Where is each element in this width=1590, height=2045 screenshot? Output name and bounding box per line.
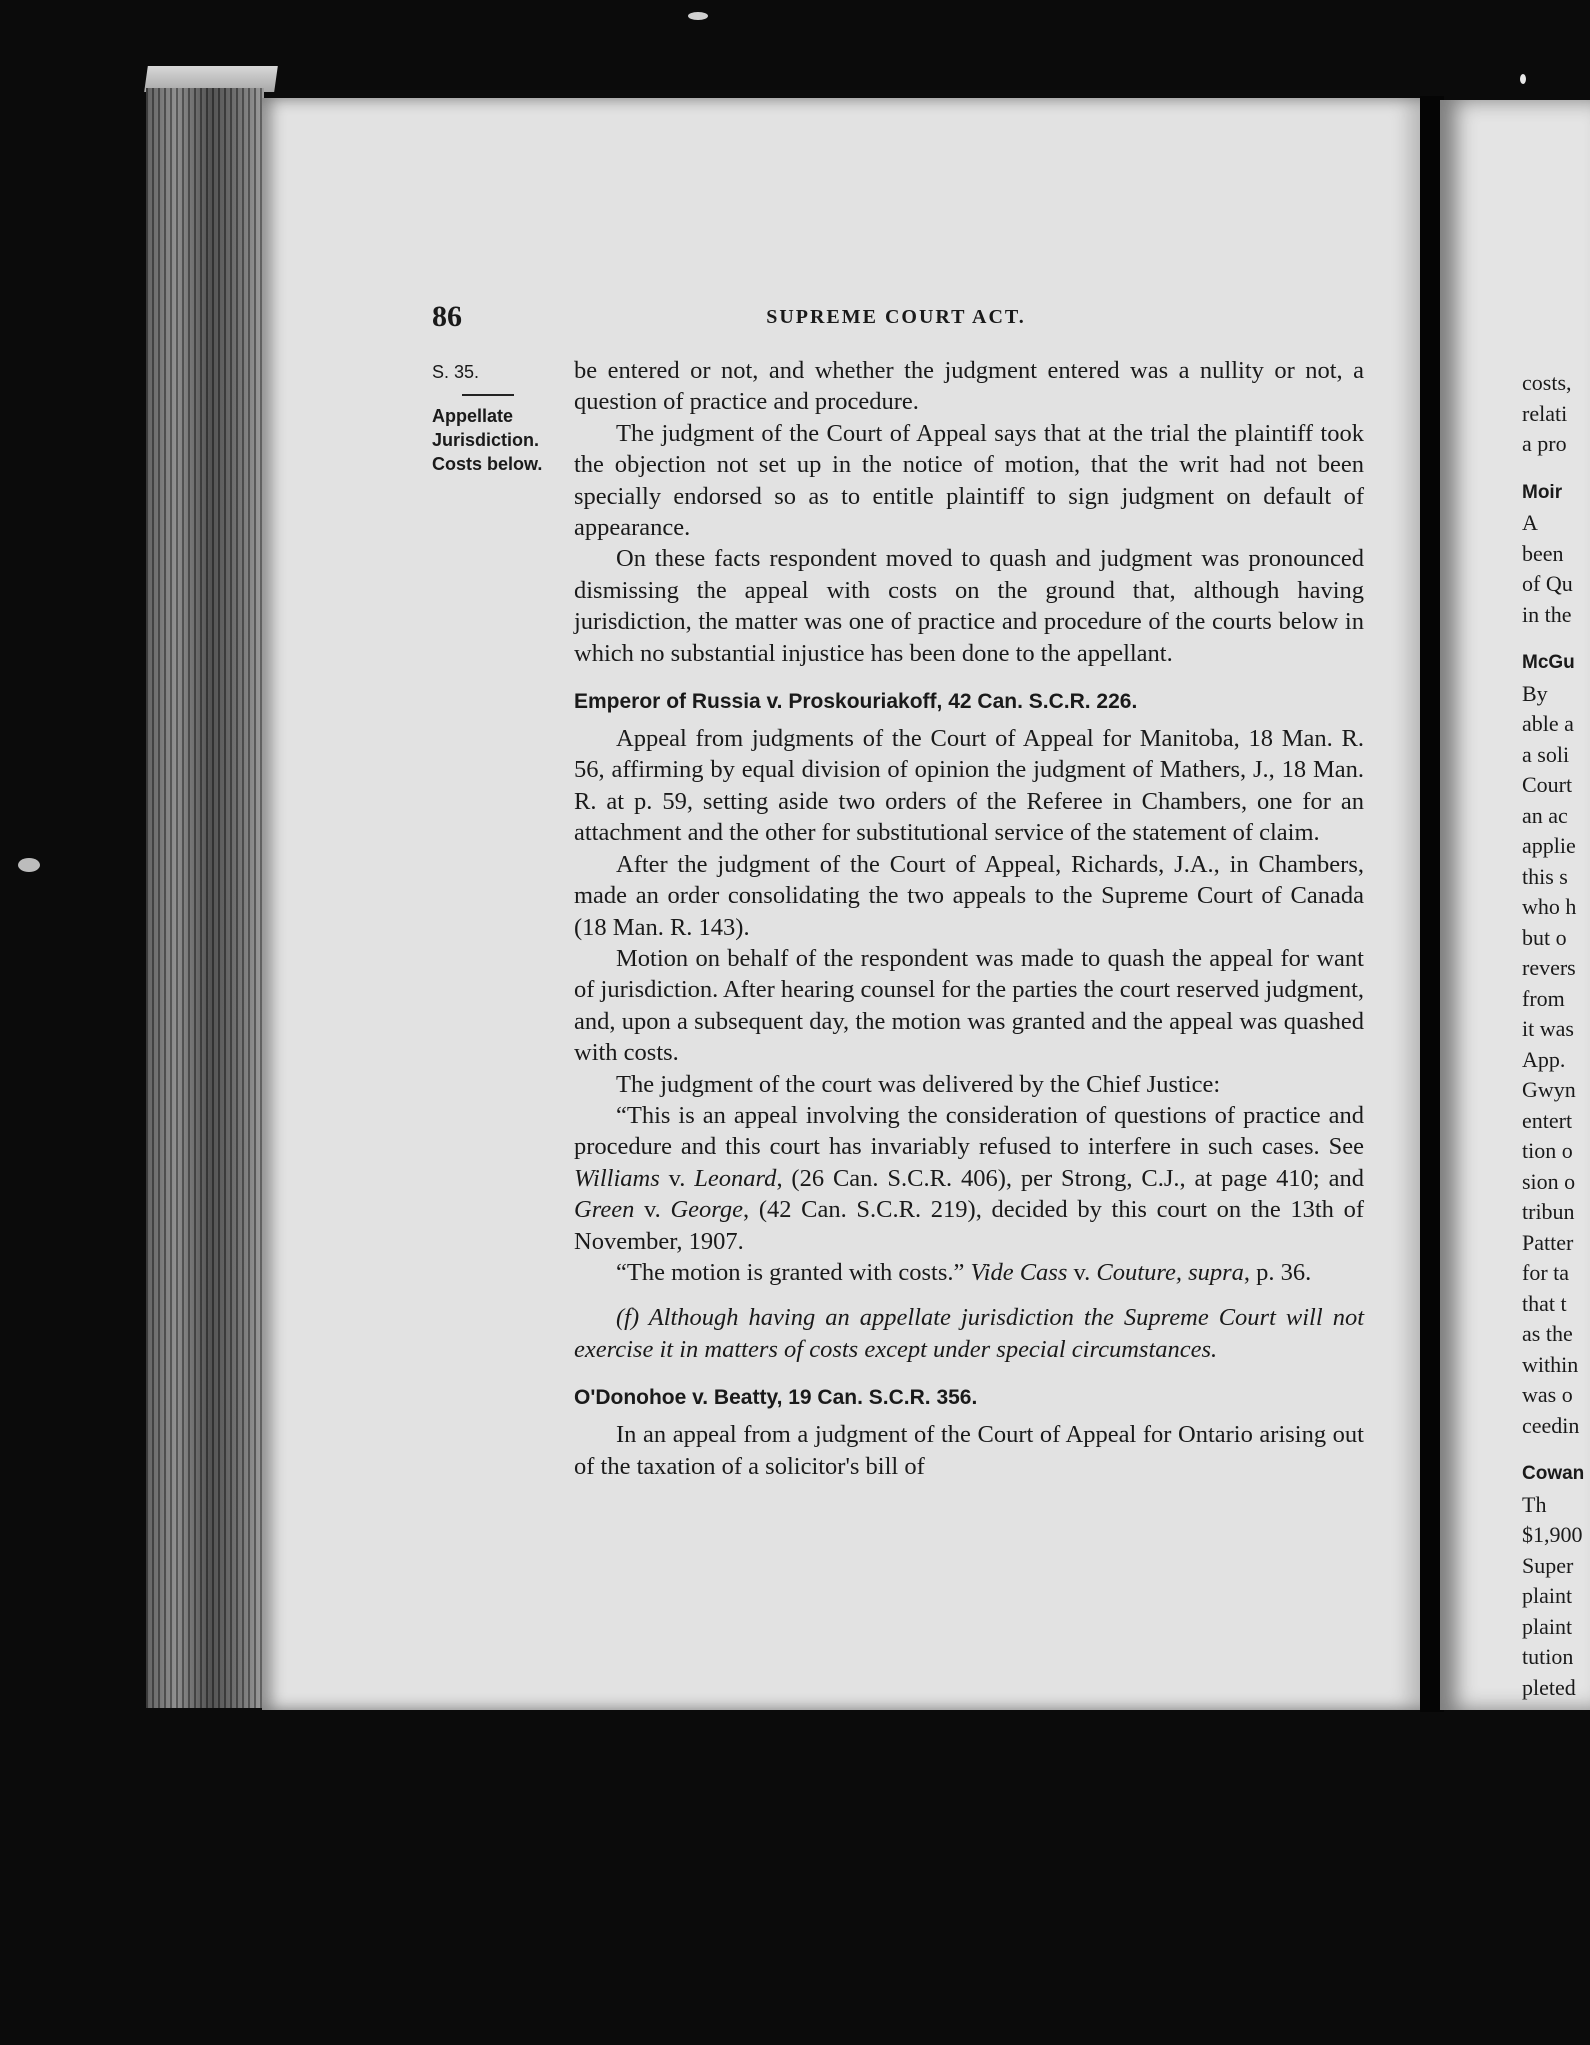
facing-line: that t [1522, 1290, 1567, 1316]
page-body [574, 355, 1364, 1482]
page-number: 86 [432, 300, 462, 333]
margin-note-line: Costs below. [432, 454, 543, 474]
facing-line: ceedin [1522, 1412, 1580, 1438]
text-segment: , (26 Can. S.C.R. 406), per Strong, C.J., at page 410; and [776, 1164, 1364, 1192]
facing-line: who h [1522, 894, 1577, 919]
case-heading: O'Donohoe v. Beatty, 19 Can. S.C.R. 356. [574, 1386, 978, 1410]
facing-line: A [1522, 510, 1538, 535]
facing-line: in the [1522, 601, 1572, 627]
facing-line: pleted [1522, 1674, 1576, 1700]
text-segment: v. [659, 1164, 695, 1192]
case-name-italic: Vide Cass [970, 1258, 1068, 1286]
facing-case-heading: Moir [1522, 481, 1563, 503]
facing-line: an ac [1522, 802, 1568, 828]
text-segment: v. [634, 1196, 671, 1224]
case-name-italic: Leonard [694, 1164, 777, 1192]
facing-line: plaint [1522, 1583, 1573, 1608]
facing-line: plaint [1522, 1613, 1573, 1639]
facing-line: App. [1522, 1046, 1566, 1072]
facing-line: Court [1522, 772, 1573, 797]
running-title: SUPREME COURT ACT. [766, 306, 1026, 328]
facing-line: entert [1522, 1107, 1573, 1133]
facing-line: a soli [1522, 741, 1570, 767]
text-segment: “This is an appeal involving the consideration of questions of practice and procedure and this court has invariably refused to interfere in such cases. See [574, 1101, 1364, 1161]
facing-line: tution [1522, 1644, 1574, 1669]
facing-gap [1522, 460, 1590, 478]
dust-speck [688, 12, 708, 20]
body-paragraph: be entered or not, and whether the judgment entered was a nullity or not, a question of practice and procedure. [574, 357, 1364, 416]
book-spine [146, 88, 264, 1708]
case-name-italic: Williams [574, 1164, 660, 1192]
facing-line: $1,900 [1522, 1522, 1583, 1547]
margin-note-line: Appellate [432, 406, 514, 426]
facing-case-heading: McGu [1522, 652, 1575, 673]
body-paragraph: The judgment of the court was delivered by the Chief Justice: [616, 1070, 1221, 1098]
dust-speck [1520, 74, 1526, 84]
facing-line: of Qu [1522, 571, 1573, 596]
body-paragraph: Motion on behalf of the respondent was made to quash the appeal for want of jurisdiction. After hearing counsel for the parties the court reserved judgment, and, upon a subsequent day, the motion was granted and the appeal was quashed with costs. [574, 944, 1364, 1067]
facing-line: as the [1522, 1321, 1573, 1346]
facing-line: it was [1522, 1016, 1574, 1041]
body-paragraph [574, 1100, 1364, 1257]
margin-note [432, 360, 552, 476]
margin-rule [462, 394, 514, 396]
footnote-paragraph: (f) Although having an appellate jurisdiction the Supreme Court will not exercise it in matters of costs except under special circumstances. [574, 1304, 1364, 1363]
facing-line: this s [1522, 863, 1568, 889]
facing-gap [1522, 1441, 1590, 1459]
running-head [432, 300, 1360, 340]
body-paragraph: After the judgment of the Court of Appeal, Richards, J.A., in Chambers, made an order consolidating the two appeals to the Supreme Court of Canada (18 Man. R. 143). [574, 850, 1364, 941]
facing-line: Patter [1522, 1229, 1574, 1255]
facing-line: sion o [1522, 1168, 1576, 1194]
text-segment: , p. 36. [1243, 1258, 1312, 1286]
body-paragraph [574, 1257, 1364, 1288]
body-paragraph: The judgment of the Court of Appeal says that at the trial the plaintiff took the objection not set up in the notice of motion, that the writ had not been specially endorsed so as to entitle plaintiff to sign judgment on default of appearance. [574, 419, 1364, 542]
facing-line: Gwyn [1522, 1077, 1576, 1102]
dust-speck [18, 858, 40, 872]
case-name-italic: Couture, supra [1096, 1258, 1244, 1286]
facing-line: a pro [1522, 431, 1567, 456]
facing-line: costs, [1522, 370, 1572, 395]
facing-line: revers [1522, 955, 1576, 980]
facing-line: Th [1522, 1491, 1547, 1517]
facing-case-heading: Cowan [1522, 1463, 1585, 1484]
facing-line: applie [1522, 833, 1576, 858]
facing-line: from [1522, 985, 1565, 1011]
facing-line: was o [1522, 1382, 1573, 1407]
body-paragraph: Appeal from judgments of the Court of Appeal for Manitoba, 18 Man. R. 56, affirming by equal division of opinion the judgment of Mathers, J., 18 Man. R. at p. 59, setting aside two orders of the Referee in Chambers, one for an attachment and the other for substitutional service of the statement of claim. [574, 725, 1364, 847]
facing-line: within [1522, 1351, 1579, 1377]
text-segment: v. [1067, 1258, 1097, 1286]
body-paragraph: On these facts respondent moved to quash and judgment was pronounced dismissing the appeal with costs on the ground that, although having jurisdiction, the matter was one of practice and procedure of the courts below in which no substantial injustice has been done to the appellant. [574, 545, 1364, 667]
case-heading: Emperor of Russia v. Proskouriakoff, 42 Can. S.C.R. 226. [574, 690, 1138, 714]
facing-line: tion o [1522, 1138, 1573, 1163]
section-number: S. 35. [432, 362, 480, 382]
text-segment: “The motion is granted with costs.” [616, 1258, 971, 1286]
facing-gap [1522, 630, 1590, 648]
facing-line: relati [1522, 400, 1568, 426]
body-paragraph: In an appeal from a judgment of the Court of Appeal for Ontario arising out of the taxation of a solicitor's bill of [574, 1421, 1364, 1480]
facing-line: for ta [1522, 1260, 1570, 1285]
facing-line: able a [1522, 711, 1574, 736]
facing-line: By [1522, 680, 1548, 706]
facing-line: but o [1522, 924, 1567, 950]
text-segment: , (42 Can. S.C.R. 219), decided by this court on the 13th of November, 1907. [574, 1196, 1365, 1255]
case-name-italic: George [670, 1196, 744, 1224]
case-name-italic: Green [574, 1196, 635, 1224]
facing-line: tribun [1522, 1199, 1575, 1224]
facing-page-text [1522, 368, 1590, 1703]
facing-line: Super [1522, 1552, 1574, 1578]
facing-line: been [1522, 540, 1564, 566]
margin-note-line: Jurisdiction. [432, 430, 540, 450]
